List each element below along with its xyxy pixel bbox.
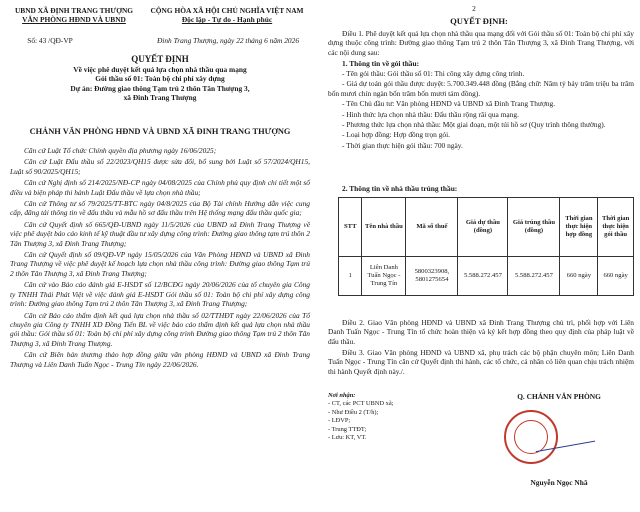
agency-line-2: VĂN PHÒNG HĐND VÀ UBND [22, 15, 126, 25]
package-info-item: - Giá dự toán gói thầu được duyệt: 5.700.349.448 đồng (Bằng chữ: Năm tỷ bảy trăm triệu ba trăm bốn mươi chín ngàn bốn trăm bốn mươi tám đồng). [328, 79, 634, 98]
subject-line-1: Về việc phê duyệt kết quả lựa chọn nhà thầu qua mạng [73, 65, 247, 74]
page-number: 2 [472, 4, 476, 13]
legal-basis: Căn cứ Quyết định số 665/QĐ-UBND ngày 11/5/2026 của UBND xã Đinh Trang Thượng về việc phê duyệt báo cáo kinh tế kỹ thuật đầu tư xây dựng công trình: Đường giao thông tạm trú thôn 2 Tân Thượng 3, xã Đinh Trang Thượng; [10, 219, 310, 248]
legal-basis: Căn cứ Luật Tổ chức Chính quyền địa phương ngày 16/06/2025; [24, 146, 217, 155]
section-1-title: 1. Thông tin về gói thầu: [342, 59, 420, 68]
legal-basis: Căn cứ Quyết định số 09/QĐ-VP ngày 15/05/2026 của Văn Phòng HĐND và UBND xã Đinh Trang Thượng về việc phê duyệt kế hoạch lựa chọn nhà thầu công trình: Đường giao thông Tạm trú 2 thôn Tân Thượng 3, xã Đinh Trang Thượng; [10, 250, 310, 278]
republic-title: CỘNG HÒA XÃ HỘI CHỦ NGHĨA VIỆT NAM [150, 6, 304, 15]
package-info-item: - Tên Chủ đầu tư: Văn phòng HĐND và UBND xã Đinh Trang Thượng. [342, 99, 556, 109]
table-row [339, 257, 634, 296]
legal-basis: Căn cứ Thông tư số 79/2025/TT-BTC ngày 04/8/2025 của Bộ Tài chính Hướng dẫn việc cung cấp, đăng tải thông tin về đấu thầu và mẫu hồ sơ đấu thầu trên Hệ thống mạng đấu thầu quốc gia; [10, 199, 310, 218]
recipient-item: - Trung TTĐT; [328, 425, 367, 433]
cell-contract-time: 660 ngày [560, 257, 598, 296]
column-header: Thời gian thực hiện gói thầu [598, 198, 634, 257]
article-2: Điều 2. Giao Văn phòng HĐND và UBND xã Đinh Trang Thượng chủ trì, phối hợp với Liên Danh Tuấn Ngọc - Trung Tín tổ chức hoàn thiện và ký kết hợp đồng theo quy định của pháp luật về đấu thầu. [328, 318, 634, 346]
cell-stt: 1 [339, 257, 362, 296]
issuing-agency [10, 6, 138, 25]
recipient-item: - CT, các PCT UBND xã; [328, 400, 394, 408]
column-header: Thời gian thực hiện hợp đồng [560, 198, 598, 257]
cell-bid-price: 5.588.272.457 [458, 257, 508, 296]
column-header: STT [339, 198, 362, 257]
package-info-item: - Tên gói thầu: Gói thầu số 01: Thi công xây dựng công trình. [342, 69, 525, 78]
legal-basis: Căn cứ Biên bản thương thảo hợp đồng giữa văn phòng HĐND và UBND xã Đinh Trang Thượng và Liên Danh Tuấn Ngọc - Trung Tín ngày 22/06/2026. [10, 350, 310, 369]
article-3: Điều 3. Giao Văn phòng HĐND và UBND xã, phụ trách các bộ phận chuyên môn; Liên Danh Tuấn Ngọc - Trung Tín căn cứ Quyết định thi hành, các tổ chức, cá nhân có liên quan chịu trách nhiệm thi hành Quyết định này./. [328, 348, 634, 376]
subject-line-3: Dự án: Đường giao thông Tạm trú 2 thôn Tân Thượng 3, [70, 83, 250, 93]
cell-package-time: 660 ngày [598, 257, 634, 296]
recipient-item: - LĐVP; [328, 417, 351, 425]
decision-title: QUYẾT ĐỊNH [131, 54, 189, 64]
recipient-item: - Như Điều 2 (T/h); [328, 408, 379, 416]
decides-title: QUYẾT ĐỊNH: [450, 16, 508, 26]
recipients-title: Nơi nhận: [328, 392, 356, 399]
winner-table [338, 197, 634, 296]
column-header: Giá dự thầu (đồng) [458, 198, 508, 257]
legal-bases [10, 146, 310, 369]
doc-number: Số: 43 /QĐ-VP [27, 36, 73, 45]
column-header: Mã số thuế [406, 198, 458, 257]
legal-basis: Căn cứ Báo cáo thẩm định kết quả lựa chọn nhà thầu số 02/TTHĐT ngày 22/06/2026 của Tổ chuyên gia Công ty TNHH XD Đồng Tiến BL về việc báo cáo thẩm định kết quả lựa chọn nhà thầu gói thầu: Gói thầu số 01: Toàn bộ chi phí xây dựng công trình Đường giao thông Tạm trú 2 thôn Tân Thượng 3, xã Đinh Trang Thượng. [10, 310, 310, 348]
section-2-title: 2. Thông tin về nhà thầu trúng thầu: [342, 184, 458, 193]
legal-basis: Căn cứ vào Báo cáo đánh giá E-HSDT số 12/BCĐG ngày 20/06/2026 của tổ chuyên gia Công ty TNHH Thái Phát Việt về việc đánh giá E-HSDT Gói thầu số 01: Toàn bộ chi phí xây dựng công trình: Đường giao thông Tạm trú 2 thôn Tân Thượng 3, xã Đinh Trang Thượng; [10, 280, 310, 309]
cell-contractor-name: Liên Danh Tuấn Ngọc - Trung Tín [362, 257, 406, 296]
place-date: Đinh Trang Thượng, ngày 22 tháng 6 năm 2026 [156, 36, 300, 45]
package-info-item: - Thời gian thực hiện gói thầu: 700 ngày. [342, 140, 463, 150]
legal-basis: Căn cứ Nghị định số 214/2025/NĐ-CP ngày 04/08/2025 của Chính phủ quy định chi tiết một số điều và biện pháp thi hành Luật Đấu thầu về lựa chọn nhà thầu; [10, 178, 310, 197]
agency-line-1: UBND XÃ ĐỊNH TRANG THƯỢNG [14, 6, 134, 15]
signer-title: Q. CHÁNH VĂN PHÒNG [517, 392, 601, 401]
package-info-item: - Phương thức lựa chọn nhà thầu: Một giai đoạn, một túi hồ sơ (Quy trình thông thường). [342, 120, 606, 130]
recipients-block [328, 392, 468, 442]
package-info-item: - Hình thức lựa chọn nhà thầu: Đấu thầu rộng rãi qua mạng. [342, 109, 519, 119]
decision-heading [10, 54, 310, 103]
article-1: Điều 1. Phê duyệt kết quả lựa chọn nhà thầu qua mạng đối với Gói thầu số 01: Toàn bộ chi phí xây dựng thuộc công trình: Đường giao thông Tạm trú 2 thôn Tân Thượng 3, xã Đinh Trang Thượng, với các nội dung sau: [328, 29, 634, 57]
national-motto: Độc lập - Tự do - Hạnh phúc [181, 15, 273, 25]
package-info-item: - Loại hợp đồng: Hợp đồng trọn gói. [342, 130, 450, 140]
cell-tax-code: 5800323908, 5801275654 [406, 257, 458, 296]
signer-name: Nguyễn Ngọc Nhã [530, 478, 588, 487]
cell-award-price: 5.588.272.457 [508, 257, 560, 296]
column-header: Tên nhà thầu [362, 198, 406, 257]
page-2 [324, 0, 640, 512]
package-info-list [328, 69, 634, 150]
national-header [138, 6, 316, 25]
authority-title: CHÁNH VĂN PHÒNG HĐND VÀ UBND XÃ ĐINH TRANG THƯỢNG [29, 127, 291, 136]
legal-basis: Căn cứ Luật Đấu thầu số 22/2023/QH15 được sửa đổi, bổ sung bởi Luật số 57/2024/QH15, Luật số 90/2025/QH15; [10, 157, 310, 176]
subject-line-4: xã Đinh Trang Thượng [123, 93, 197, 103]
table-header-row [339, 198, 634, 257]
recipient-item: - Lưu: KT, VT. [328, 434, 367, 442]
column-header: Giá trúng thầu (đồng) [508, 198, 560, 257]
subject-line-2: Gói thầu số 01: Toàn bộ chi phí xây dựng [95, 74, 225, 84]
